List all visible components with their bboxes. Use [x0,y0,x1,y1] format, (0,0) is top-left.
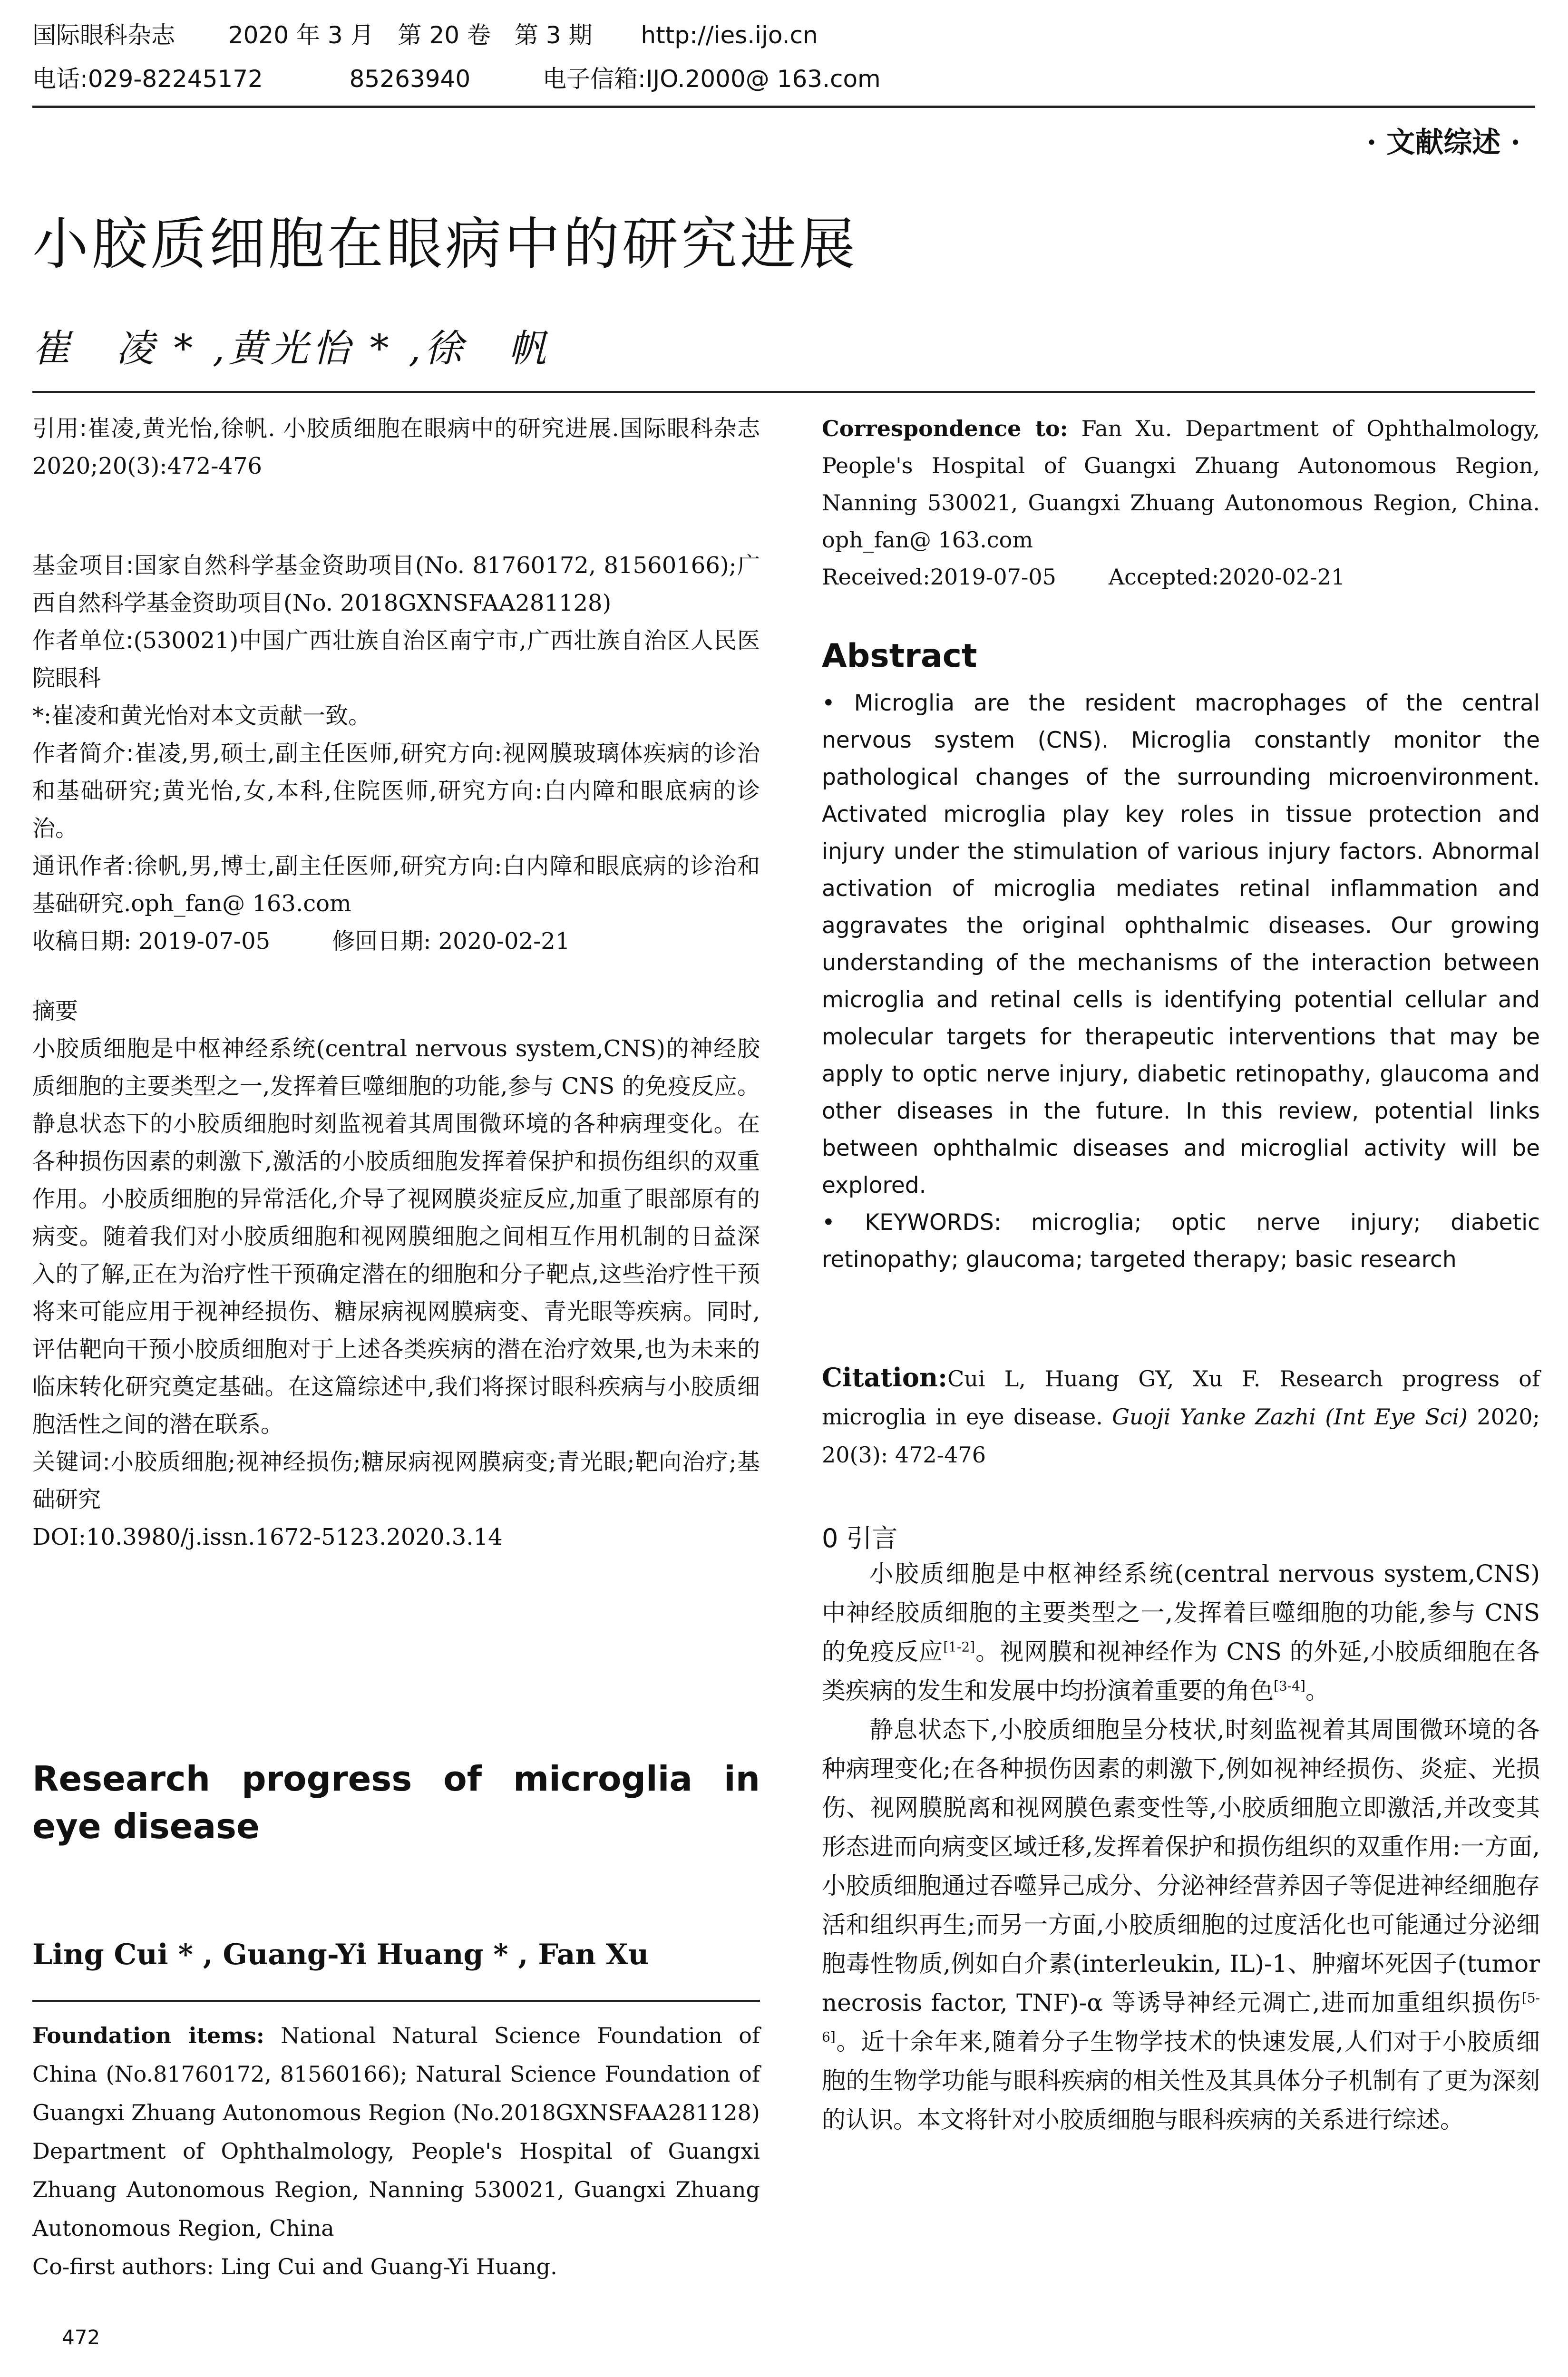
abstract-heading-en: Abstract [822,637,977,675]
journal-url[interactable]: http://ies.ijo.cn [641,21,818,49]
abstract-heading-cn: 摘要 [32,998,78,1024]
header-rule [32,106,1535,108]
cofirst-en: Co-first authors: Ling Cui and Guang-Yi Huang. [32,2254,557,2280]
dates-en: Received:2019-07-05 Accepted:2020-02-21 [822,564,1345,590]
email[interactable]: 电子信箱:IJO.2000@ 163.com [542,65,881,93]
abstract-en: • Microglia are the resident macrophages of the central nervous system (CNS). Microglia constantly monitor the pathological changes of the surrounding microenvironment. Activated microglia play key roles in tissue protection and injury under the stimulation of various injury factors. Abnormal activation of microglia mediates retinal inflammation and aggravates the original ophthalmic diseases. Our growing understanding of the mechanisms of the interaction between microglia and retinal cells is identifying potential cellular and molecular targets for therapeutic interventions that may be apply to optic nerve injury, diabetic retinopathy, glaucoma and other diseases in the future. In this review, potential links between ophthalmic diseases and microglial activity will be explored. [822,690,1540,1198]
foundation-items: Foundation items: National Natural Science Foundation of China (No.81760172, 81560166); Natural Science Foundation of Guangxi Zhuang Autonomous Region (No.2018GXNSFAA281128) [32,2023,760,2125]
journal-header-line2 [32,65,881,93]
left-footer-block [32,2017,760,2286]
journal-header-line1 [32,21,818,49]
fi-label: Foundation items: [32,2023,264,2048]
right-top-block [822,410,1540,595]
en-title: Research progress of microglia in eye disease [32,1759,760,1846]
intro-paragraph-2: 静息状态下,小胶质细胞呈分枝状,时刻监视着其周围微环境的各种病理变化;在各种损伤因素的刺激下,例如视神经损伤、炎症、光损伤、视网膜脱离和视网膜色素变性等,小胶质细胞立即激活,并改变其形态进而向病变区域迁移,发挥着保护和损伤组织的双重作用:一方面,小胶质细胞通过吞噬异己成分、分泌神经营养因子等促进神经细胞存活和组织再生;而另一方面,小胶质细胞的过度活化也可能通过分泌细胞毒性物质,例如白介素(interleukin, IL)-1、肿瘤坏死因子(tumor necrosis factor, TNF)-α 等诱导神经元凋亡,进而加重组织损伤[5-6]。近十余年来,随着分子生物学技术的快速发展,人们对于小胶质细胞的生物学功能与眼科疾病的相关性及其具体分子机制有了更为深刻的认识。本文将针对小胶质细胞与眼科疾病的关系进行综述。 [822,1716,1540,2133]
keywords-cn: 关键词:小胶质细胞;视神经损伤;糖尿病视网膜病变;青光眼;靶向治疗;基础研究 [32,1449,760,1513]
unit-cn: 作者单位:(530021)中国广西壮族自治区南宁市,广西壮族自治区人民医院眼科 [32,627,760,692]
citation-en: Citation:Cui L, Huang GY, Xu F. Research progress of microglia in eye disease. Guoji Yanke Zazhi (Int Eye Sci) 2020; 20(3): 472-476 [822,1362,1540,1468]
ref-1-2[interactable]: [1-2] [943,1639,975,1655]
fund-cn: 基金项目:国家自然科学基金资助项目(No. 81760172, 81560166);广西自然科学基金资助项目(No. 2018GXNSFAA281128) [32,552,760,616]
corr-en-label: Correspondence to: [822,416,1068,441]
cofirst-cn: *:崔凌和黄光怡对本文贡献一致。 [32,702,371,729]
intro-body [822,1554,1540,2139]
citation-cn: 引用:崔凌,黄光怡,徐帆. 小胶质细胞在眼病中的研究进展.国际眼科杂志 2020;20(3):472-476 [32,415,760,479]
page-number: 472 [62,2326,100,2349]
journal-name: 国际眼科杂志 [32,21,175,49]
ref-3-4[interactable]: [3-4] [1274,1678,1305,1694]
keywords-en: • KEYWORDS: microglia; optic nerve injury; diabetic retinopathy; glaucoma; targeted therapy; basic research [822,1209,1540,1273]
phone: 电话:029-82245172 [32,65,263,93]
section-tag: · 文献综述 · [1366,126,1520,159]
phone-2: 85263940 [349,65,471,93]
en-authors-rule [32,2000,760,2002]
correspondence-en: Correspondence to: Fan Xu. Department of Ophthalmology, People's Hospital of Guangxi Zhuang Autonomous Region, Nanning 530021, Guangxi Zhuang Autonomous Region, China. oph_fan@ 163.com [822,416,1540,553]
fund-label: 基金项目: [32,552,134,579]
en-authors: Ling Cui * , Guang-Yi Huang * , Fan Xu [32,1938,649,1971]
title-rule [32,391,1535,393]
citation-block [822,1358,1540,1474]
corr-label: 通讯作者: [32,853,134,879]
authors-cn: 崔 凌 * ,黄光怡 * ,徐 帆 [32,326,550,370]
left-column [32,410,760,1556]
doi[interactable]: DOI:10.3980/j.issn.1672-5123.2020.3.14 [32,1524,503,1550]
kw-label: 关键词: [32,1449,110,1475]
abstract-en-block [822,685,1540,1278]
bio-label: 作者简介: [32,740,134,767]
bio-cn: 作者简介:崔凌,男,硕士,副主任医师,研究方向:视网膜玻璃体疾病的诊治和基础研究;黄光怡,女,本科,住院医师,研究方向:白内障和眼底病的诊治。 [32,740,760,842]
ref-5-6[interactable]: [5-6] [822,1990,1540,2045]
issue-info: 2020 年 3 月 第 20 卷 第 3 期 [228,21,593,49]
dept-en: Department of Ophthalmology, People's Hospital of Guangxi Zhuang Autonomous Region, Nanning 530021, Guangxi Zhuang Autonomous Region, China [32,2138,760,2241]
dates-cn: 收稿日期: 2019-07-05 修回日期: 2020-02-21 [32,928,570,955]
corr-cn: 通讯作者:徐帆,男,博士,副主任医师,研究方向:白内障和眼底病的诊治和基础研究.oph_fan@ 163.com [32,853,760,917]
abstract-cn: 小胶质细胞是中枢神经系统(central nervous system,CNS)的神经胶质细胞的主要类型之一,发挥着巨噬细胞的功能,参与 CNS 的免疫反应。静息状态下的小胶质细胞时刻监视着其周围微环境的各种病理变化。在各种损伤因素的刺激下,激活的小胶质细胞发挥着保护和损伤组织的双重作用。小胶质细胞的异常活化,介导了视网膜炎症反应,加重了眼部原有的病变。随着我们对小胶质细胞和视网膜细胞之间相互作用机制的日益深入的了解,正在为治疗性干预确定潜在的细胞和分子靶点,这些治疗性干预将来可能应用于视神经损伤、糖尿病视网膜病变、青光眼等疾病。同时,评估靶向干预小胶质细胞对于上述各类疾病的潜在治疗效果,也为未来的临床转化研究奠定基础。在这篇综述中,我们将探讨眼科疾病与小胶质细胞活性之间的潜在联系。 [32,1035,760,1438]
intro-heading: 0 引言 [822,1523,898,1553]
intro-paragraph-1: 小胶质细胞是中枢神经系统(central nervous system,CNS)中神经胶质细胞的主要类型之一,发挥着巨噬细胞的功能,参与 CNS 的免疫反应[1-2]。视网膜和视神经作为 CNS 的外延,小胶质细胞在各类疾病的发生和发展中均扮演着重要的角色[3-4]。 [822,1560,1540,1705]
page-title: 小胶质细胞在眼病中的研究进展 [32,211,858,277]
cite-label: 引用: [32,415,87,442]
unit-label: 作者单位: [32,627,134,654]
citation-label: Citation: [822,1362,948,1393]
